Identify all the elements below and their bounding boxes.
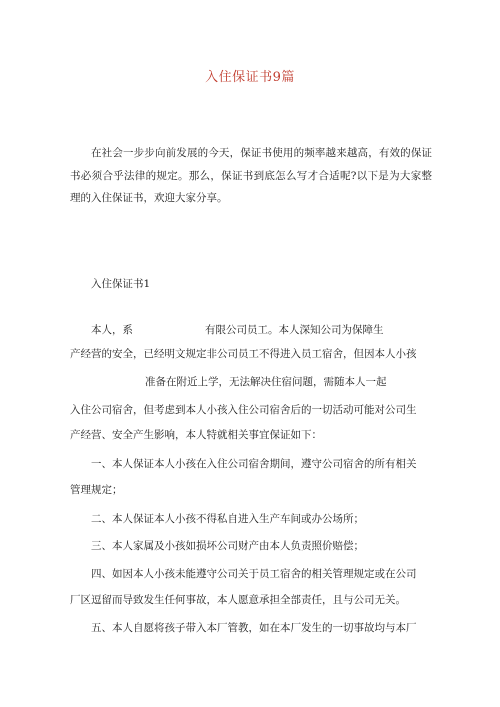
body-line-11: 厂区逗留而导致发生任何事故，本人愿意承担全部责任，且与公司无关。 — [70, 594, 406, 606]
body-line-5: 产经营、安全产生影响，本人特就相关事宜保证如下： — [70, 429, 322, 441]
body-line-1 — [91, 322, 384, 337]
body-line-2: 产经营的安全，已经明文规定非公司员工不得进入员工宿舍，但因本人小孩 — [70, 348, 417, 360]
body-line-1-part-a: 本人，系 — [91, 324, 133, 336]
body-line-4: 入住公司宿舍，但考虑到本人小孩入住公司宿舍后的一切活动可能对公司生 — [70, 404, 417, 416]
body-line-6: 一、本人保证本人小孩在入住公司宿舍期间，遵守公司宿舍的所有相关 — [91, 458, 417, 470]
body-line-12: 五、本人自愿将孩子带入本厂管教，如在本厂发生的一切事故均与本厂 — [91, 622, 417, 634]
section-heading: 入住保证书1 — [91, 278, 151, 290]
body-line-1-part-b: 有限公司员工。本人深知公司为保障生 — [205, 324, 384, 336]
body-line-3: 准备在附近上学，无法解决住宿问题，需随本人一起 — [145, 376, 387, 388]
body-line-8: 二、本人保证本人小孩不得私自进入生产车间或办公场所； — [91, 513, 364, 525]
document-title: 入住保证书9篇 — [205, 70, 295, 85]
intro-paragraph: 在社会一步步向前发展的今天，保证书使用的频率越来越高，有效的保证书必须合乎法律的规定。那么，保证书到底怎么写才合适呢?以下是为大家整理的入住保证书，欢迎大家分享。 — [70, 147, 432, 204]
body-line-10: 四、如因本人小孩未能遵守公司关于员工宿舍的相关管理规定或在公司 — [91, 568, 417, 580]
body-line-7: 管理规定； — [70, 484, 123, 496]
body-line-9: 三、本人家属及小孩如损坏公司财产由本人负责照价赔偿； — [91, 540, 364, 552]
